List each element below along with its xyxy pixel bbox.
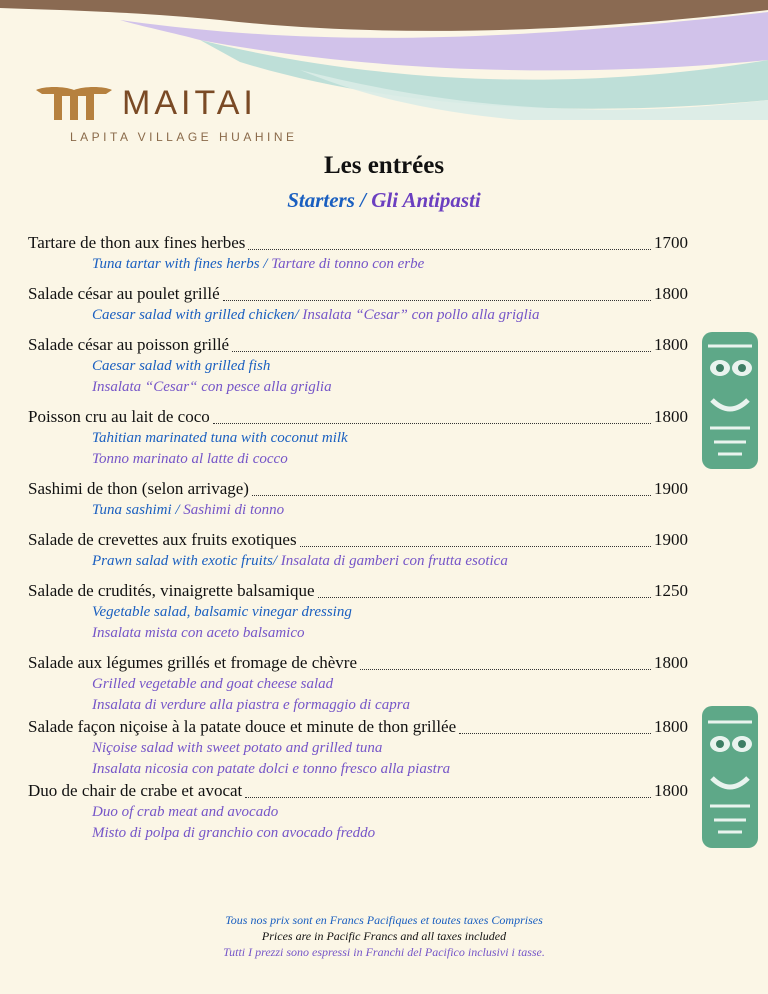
translation-it: Insalata “Cesar” con pollo alla griglia [298, 307, 540, 323]
dot-leader [300, 545, 651, 547]
translation-it: Grilled vegetable and goat cheese salad [92, 676, 334, 692]
dish-name: Poisson cru au lait de coco [28, 407, 210, 426]
dot-leader [459, 732, 651, 734]
dish-translation [28, 500, 688, 521]
dish-name: Salade aux légumes grillés et fromage de chèvre [28, 653, 358, 672]
dish-translation [28, 759, 688, 780]
translation-it: Insalata nicosia con patate dolci e tonno fresco alla piastra [92, 761, 451, 777]
dot-leader [245, 796, 651, 798]
dish-translation [28, 695, 688, 716]
menu-list [28, 232, 688, 844]
subtitle-it: Gli Antipasti [366, 188, 481, 212]
menu-item [28, 283, 688, 326]
dish-translation [28, 377, 688, 398]
translation-en: Caesar salad with grilled fish [92, 358, 271, 374]
translation-it: Insalata di gamberi con frutta esotica [277, 553, 508, 569]
dish-price: 1800 [654, 653, 688, 672]
menu-item [28, 334, 688, 398]
dish-name: Salade césar au poulet grillé [28, 284, 220, 303]
dot-leader [248, 248, 651, 250]
translation-it: Sashimi di tonno [179, 502, 285, 518]
menu-item-line [28, 529, 688, 551]
dish-price: 1250 [654, 581, 688, 600]
translation-en: Caesar salad with grilled chicken/ [92, 307, 299, 323]
menu-item-line [28, 283, 688, 305]
translation-en: Tuna sashimi / [92, 502, 180, 518]
tiki-carving-icon [698, 328, 762, 473]
tiki-carving-icon [698, 702, 762, 852]
menu-item [28, 232, 688, 275]
dish-name: Salade de crudités, vinaigrette balsamique [28, 581, 315, 600]
dish-translation [28, 823, 688, 844]
dish-translation [28, 551, 688, 572]
dish-name: Tartare de thon aux fines herbes [28, 233, 246, 252]
brand-logo [34, 84, 334, 144]
menu-item [28, 529, 688, 572]
page-title: Les entrées [323, 152, 445, 179]
translation-it: Niçoise salad with sweet potato and grilled tuna [92, 740, 383, 756]
menu-item-line [28, 478, 688, 500]
price-note-fr: Tous nos prix sont en Francs Pacifiques et toutes taxes Comprises [225, 913, 543, 927]
dish-price: 1900 [654, 479, 688, 498]
dot-leader [232, 350, 651, 352]
dish-name: Salade de crevettes aux fruits exotiques [28, 530, 297, 549]
menu-item-line [28, 334, 688, 356]
translation-it: Insalata di verdure alla piastra e formaggio di capra [92, 697, 411, 713]
translation-en: Tahitian marinated tuna with coconut milk [92, 430, 348, 446]
dish-name: Salade césar au poisson grillé [28, 335, 230, 354]
menu-item-line [28, 232, 688, 254]
translation-it: Duo of crab meat and avocado [92, 804, 279, 820]
maitai-logo-icon [34, 84, 114, 124]
dish-translation [28, 623, 688, 644]
dish-price: 1800 [654, 284, 688, 303]
menu-item-line [28, 716, 688, 738]
dish-translation [28, 738, 688, 759]
dot-leader [318, 596, 651, 598]
dish-translation [28, 305, 688, 326]
page-subtitle [0, 188, 768, 213]
translation-it: Tartare di tonno con erbe [267, 256, 425, 272]
menu-item [28, 780, 688, 844]
dot-leader [252, 494, 651, 496]
menu-item [28, 580, 688, 644]
price-note-en: Prices are in Pacific Francs and all taxes included [261, 929, 507, 943]
menu-item-line [28, 780, 688, 802]
dish-translation [28, 602, 688, 623]
dish-name: Duo de chair de crabe et avocat [28, 781, 243, 800]
dish-translation [28, 254, 688, 275]
translation-it: Tonno marinato al latte di cocco [92, 451, 288, 467]
dish-translation [28, 674, 688, 695]
dish-price: 1800 [654, 781, 688, 800]
dish-price: 1800 [654, 335, 688, 354]
translation-it: Misto di polpa di granchio con avocado freddo [92, 825, 376, 841]
price-note-it: Tutti I prezzi sono espressi in Franchi del Pacifico inclusivi i tasse. [223, 945, 545, 959]
dish-price: 1800 [654, 407, 688, 426]
translation-en: Prawn salad with exotic fruits/ [92, 553, 278, 569]
dot-leader [213, 422, 651, 424]
brand-name: MAITAI [122, 84, 257, 122]
dish-name: Salade façon niçoise à la patate douce et minute de thon grillée [28, 717, 457, 736]
subtitle-en: Starters / [287, 188, 366, 212]
menu-item-line [28, 652, 688, 674]
dish-price: 1800 [654, 717, 688, 736]
dish-price: 1700 [654, 233, 688, 252]
dot-leader [223, 299, 651, 301]
translation-it: Insalata mista con aceto balsamico [92, 625, 305, 641]
price-note [0, 912, 768, 960]
translation-it: Insalata “Cesar“ con pesce alla griglia [92, 379, 332, 395]
dish-translation [28, 356, 688, 377]
menu-item-line [28, 406, 688, 428]
dish-translation [28, 449, 688, 470]
dish-translation [28, 428, 688, 449]
menu-item [28, 716, 688, 780]
translation-en: Tuna tartar with fines herbs / [92, 256, 268, 272]
dish-price: 1900 [654, 530, 688, 549]
menu-item [28, 478, 688, 521]
dot-leader [360, 668, 651, 670]
dish-name: Sashimi de thon (selon arrivage) [28, 479, 249, 498]
menu-item-line [28, 580, 688, 602]
menu-item [28, 406, 688, 470]
menu-item [28, 652, 688, 716]
brand-subtitle: LAPITA VILLAGE HUAHINE [70, 130, 298, 144]
translation-en: Vegetable salad, balsamic vinegar dressing [92, 604, 352, 620]
dish-translation [28, 802, 688, 823]
